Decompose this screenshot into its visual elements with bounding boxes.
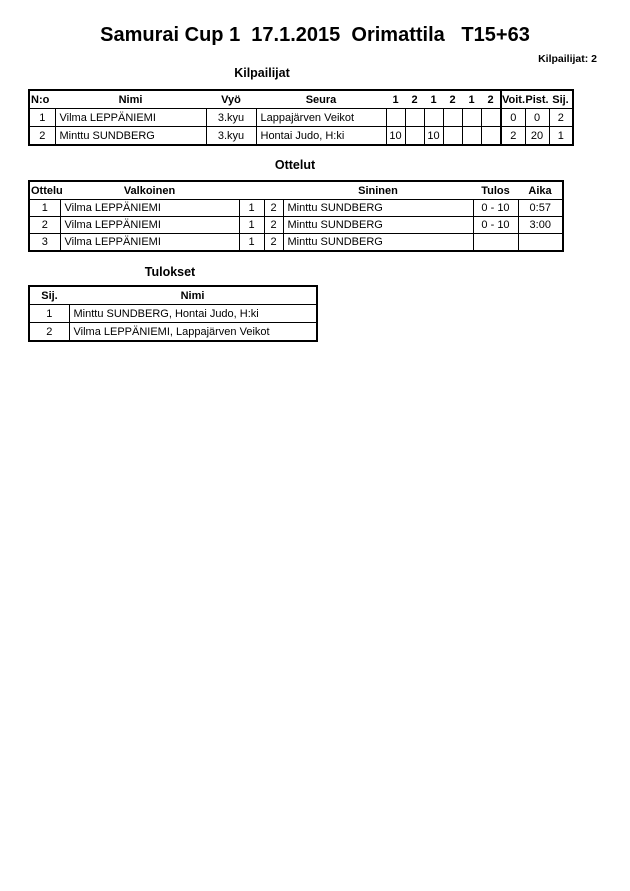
col-header-sininen: Sininen bbox=[283, 181, 473, 200]
score-cell bbox=[481, 109, 501, 127]
blue-number: 2 bbox=[264, 217, 283, 234]
result-name: Vilma LEPPÄNIEMI, Lappajärven Veikot bbox=[69, 323, 317, 342]
kilpailijat-row-1 bbox=[29, 109, 573, 127]
col-header-tulos: Tulos bbox=[473, 181, 518, 200]
col-header-sij: Sij. bbox=[549, 90, 573, 109]
competitor-name: Vilma LEPPÄNIEMI bbox=[55, 109, 206, 127]
score-cell bbox=[405, 127, 424, 146]
wins-cell: 2 bbox=[501, 127, 525, 146]
tulokset-row-2 bbox=[29, 323, 317, 342]
white-player: Vilma LEPPÄNIEMI bbox=[60, 217, 239, 234]
tulokset-table bbox=[28, 285, 318, 342]
score-cell bbox=[462, 127, 481, 146]
section-heading-ottelut: Ottelut bbox=[274, 158, 316, 172]
competitor-belt: 3.kyu bbox=[206, 109, 256, 127]
participant-count: Kilpailijat: 2 bbox=[538, 53, 597, 65]
points-cell: 20 bbox=[525, 127, 549, 146]
col-header-round-1: 1 bbox=[386, 90, 405, 109]
kilpailijat-row-2 bbox=[29, 127, 573, 146]
ottelut-row-1 bbox=[29, 200, 563, 217]
score-cell bbox=[481, 127, 501, 146]
col-header-voit: Voit. bbox=[501, 90, 525, 109]
ottelut-table bbox=[28, 180, 564, 252]
score-cell bbox=[462, 109, 481, 127]
col-header-ottelu: Ottelu bbox=[29, 181, 60, 200]
section-heading-kilpailijat: Kilpailijat bbox=[234, 66, 290, 80]
col-header-round-6: 2 bbox=[481, 90, 501, 109]
competitor-number: 2 bbox=[29, 127, 55, 146]
match-result: 0 - 10 bbox=[473, 217, 518, 234]
page-title: Samurai Cup 1 17.1.2015 Orimattila T15+63 bbox=[100, 24, 530, 46]
competitor-name: Minttu SUNDBERG bbox=[55, 127, 206, 146]
col-header-round-5: 1 bbox=[462, 90, 481, 109]
score-cell bbox=[443, 127, 462, 146]
col-header-marker-2 bbox=[264, 181, 283, 200]
competitor-club: Lappajärven Veikot bbox=[256, 109, 386, 127]
blue-player: Minttu SUNDBERG bbox=[283, 217, 473, 234]
match-time: 3:00 bbox=[518, 217, 563, 234]
col-header-valkoinen: Valkoinen bbox=[60, 181, 239, 200]
score-cell: 10 bbox=[424, 127, 443, 146]
white-number: 1 bbox=[239, 234, 264, 252]
placement-cell: 2 bbox=[549, 109, 573, 127]
col-header-marker-1 bbox=[239, 181, 264, 200]
white-number: 1 bbox=[239, 217, 264, 234]
score-cell bbox=[386, 109, 405, 127]
white-player: Vilma LEPPÄNIEMI bbox=[60, 200, 239, 217]
match-time bbox=[518, 234, 563, 252]
tulokset-header-row bbox=[29, 286, 317, 305]
result-placement: 1 bbox=[29, 305, 69, 323]
blue-player: Minttu SUNDBERG bbox=[283, 200, 473, 217]
points-cell: 0 bbox=[525, 109, 549, 127]
placement-cell: 1 bbox=[549, 127, 573, 146]
match-result bbox=[473, 234, 518, 252]
col-header-aika: Aika bbox=[518, 181, 563, 200]
score-cell: 10 bbox=[386, 127, 405, 146]
col-header-seura: Seura bbox=[256, 90, 386, 109]
result-name: Minttu SUNDBERG, Hontai Judo, H:ki bbox=[69, 305, 317, 323]
white-number: 1 bbox=[239, 200, 264, 217]
white-player: Vilma LEPPÄNIEMI bbox=[60, 234, 239, 252]
blue-number: 2 bbox=[264, 234, 283, 252]
score-cell bbox=[405, 109, 424, 127]
score-cell bbox=[424, 109, 443, 127]
col-header-sij: Sij. bbox=[29, 286, 69, 305]
match-time: 0:57 bbox=[518, 200, 563, 217]
match-number: 1 bbox=[29, 200, 60, 217]
competitor-number: 1 bbox=[29, 109, 55, 127]
col-header-round-3: 1 bbox=[424, 90, 443, 109]
col-header-nimi: Nimi bbox=[69, 286, 317, 305]
kilpailijat-table bbox=[28, 89, 574, 146]
score-cell bbox=[443, 109, 462, 127]
ottelut-row-3 bbox=[29, 234, 563, 252]
col-header-round-2: 2 bbox=[405, 90, 424, 109]
blue-player: Minttu SUNDBERG bbox=[283, 234, 473, 252]
blue-number: 2 bbox=[264, 200, 283, 217]
match-number: 3 bbox=[29, 234, 60, 252]
ottelut-row-2 bbox=[29, 217, 563, 234]
kilpailijat-header-row bbox=[29, 90, 573, 109]
result-placement: 2 bbox=[29, 323, 69, 342]
col-header-pist: Pist. bbox=[525, 90, 549, 109]
col-header-nimi: Nimi bbox=[55, 90, 206, 109]
tulokset-row-1 bbox=[29, 305, 317, 323]
ottelut-header-row bbox=[29, 181, 563, 200]
col-header-round-4: 2 bbox=[443, 90, 462, 109]
section-heading-tulokset: Tulokset bbox=[144, 265, 196, 279]
competitor-club: Hontai Judo, H:ki bbox=[256, 127, 386, 146]
competitor-belt: 3.kyu bbox=[206, 127, 256, 146]
col-header-vyo: Vyö bbox=[206, 90, 256, 109]
match-result: 0 - 10 bbox=[473, 200, 518, 217]
wins-cell: 0 bbox=[501, 109, 525, 127]
match-number: 2 bbox=[29, 217, 60, 234]
col-header-no: N:o bbox=[29, 90, 55, 109]
